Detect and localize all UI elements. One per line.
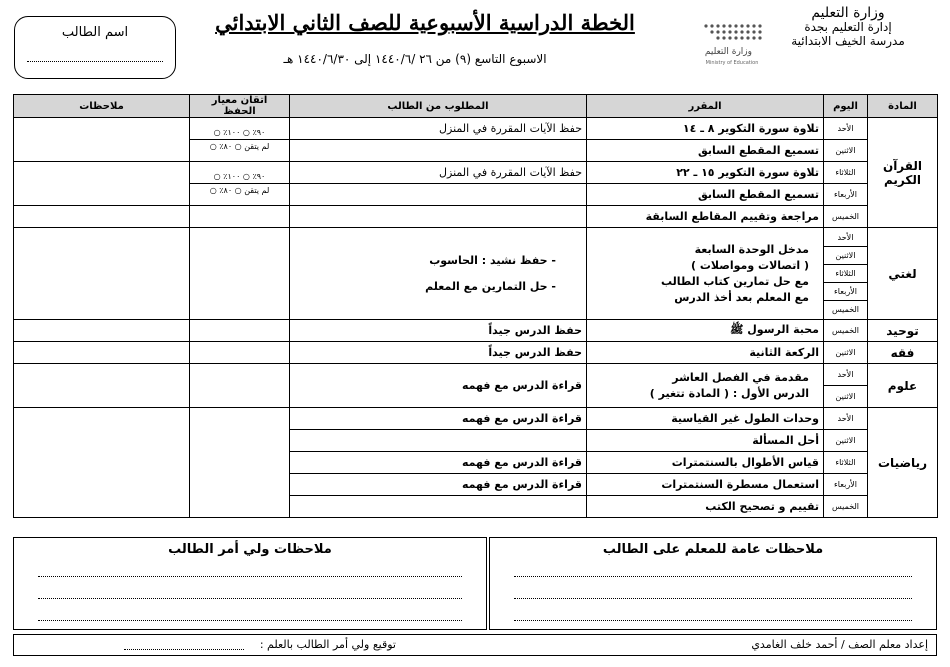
- prepared-by: إعداد معلم الصف / أحمد خلف الغامدي: [751, 638, 928, 651]
- required-cell: حفظ الدرس جيداً: [290, 320, 587, 342]
- table-row: [14, 408, 938, 430]
- notes-cell[interactable]: [14, 162, 190, 206]
- table-row: [14, 320, 938, 342]
- day-cell: الثلاثاء: [824, 162, 868, 184]
- subject-lughati: لغتي: [868, 228, 938, 320]
- course-line: مقدمة في الفصل العاشر: [672, 370, 809, 384]
- parent-signature-line[interactable]: [124, 649, 244, 650]
- student-name-label: اسم الطالب: [61, 25, 129, 40]
- course-cell: وحدات الطول غير القياسية: [587, 408, 824, 430]
- subject-tawheed: توحيد: [868, 320, 938, 342]
- required-cell: قراءة الدرس مع فهمه: [290, 474, 587, 496]
- required-cell: قراءة الدرس مع فهمه: [290, 452, 587, 474]
- school-name: مدرسة الخيف الابتدائية: [791, 34, 905, 48]
- parent-notes-line[interactable]: [38, 598, 462, 599]
- required-cell: [290, 228, 587, 320]
- mastery-cell[interactable]: [190, 162, 290, 206]
- day-cell: الثلاثاء: [824, 452, 868, 474]
- day-cell: الثلاثاء: [824, 265, 867, 283]
- parent-notes-box[interactable]: [13, 537, 487, 630]
- course-cell: تلاوة سورة التكوير ١٥ ـ ٢٢: [587, 162, 824, 184]
- parent-notes-line[interactable]: [38, 576, 462, 577]
- course-cell: [587, 228, 824, 320]
- student-name-box[interactable]: [14, 16, 176, 79]
- day-cell: الاثنين: [824, 386, 868, 408]
- teacher-notes-title: ملاحظات عامة للمعلم على الطالب: [602, 542, 824, 557]
- parent-notes-line[interactable]: [38, 620, 462, 621]
- required-cell: حفظ الآيات المقررة في المنزل: [290, 118, 587, 140]
- day-cell: الأحد: [824, 118, 868, 140]
- required-line: - حل التمارين مع المعلم: [425, 279, 556, 293]
- required-cell: [290, 496, 587, 518]
- course-cell: تسميع المقطع السابق: [587, 140, 824, 162]
- course-cell: تلاوة سورة التكوير ٨ ـ ١٤: [587, 118, 824, 140]
- required-cell: [290, 430, 587, 452]
- teacher-notes-line[interactable]: [514, 620, 912, 621]
- course-cell: تسميع المقطع السابق: [587, 184, 824, 206]
- required-cell: [290, 184, 587, 206]
- course-line: مع المعلم بعد أخذ الدرس: [674, 290, 809, 304]
- required-cell: قراءة الدرس مع فهمه: [290, 408, 587, 430]
- teacher-notes-line[interactable]: [514, 598, 912, 599]
- day-stack: [824, 228, 868, 320]
- ministry-logo: [672, 18, 782, 70]
- day-cell: الاثنين: [824, 140, 868, 162]
- day-cell: الأحد: [824, 229, 867, 247]
- course-cell: قياس الأطوال بالسنتمترات: [587, 452, 824, 474]
- student-name-line[interactable]: [27, 61, 163, 62]
- week-line: الاسبوع التاسع (٩) من ٢٦ /١٤٤٠/٦ إلى ١٤٤٠/٦/٣٠ هـ: [283, 52, 547, 66]
- col-subject: المادة: [868, 95, 938, 118]
- mastery-options-2: لم يتقن ○ ٨٠٪ ○: [190, 139, 289, 151]
- day-cell: الاثنين: [824, 430, 868, 452]
- course-cell: الركعة الثانية: [587, 342, 824, 364]
- mastery-cell[interactable]: [190, 364, 290, 408]
- course-cell: مراجعة وتقييم المقاطع السابقة: [587, 206, 824, 228]
- table-row: [14, 206, 938, 228]
- course-cell: تقييم و تصحيح الكتب: [587, 496, 824, 518]
- teacher-notes-box[interactable]: [489, 537, 937, 630]
- ministry-name: وزارة التعليم: [811, 5, 885, 21]
- table-row: [14, 118, 938, 140]
- day-cell: الأربعاء: [824, 283, 867, 301]
- day-cell: الخميس: [831, 304, 860, 314]
- col-required: المطلوب من الطالب: [290, 95, 587, 118]
- day-cell: الأحد: [824, 408, 868, 430]
- col-course: المقرر: [587, 95, 824, 118]
- mastery-cell[interactable]: [190, 206, 290, 228]
- mastery-cell[interactable]: [190, 118, 290, 162]
- table-row: [14, 364, 938, 386]
- mastery-cell[interactable]: [190, 228, 290, 320]
- mastery-cell[interactable]: [190, 408, 290, 518]
- day-cell: الخميس: [824, 206, 868, 228]
- logo-text: وزارة التعليم: [704, 47, 752, 57]
- required-cell: [290, 140, 587, 162]
- course-line: ( اتصالات ومواصلات ): [690, 258, 809, 272]
- course-line: مع حل تمارين كتاب الطالب: [661, 274, 809, 288]
- col-mastery: اتقان معيار الحفظ: [190, 95, 290, 118]
- subject-uloom: علوم: [868, 364, 938, 408]
- course-cell: [587, 364, 824, 408]
- weekly-plan-table: [13, 94, 938, 518]
- ministry-block: [768, 6, 928, 48]
- day-cell: الاثنين: [824, 247, 867, 265]
- required-cell: حفظ الآيات المقررة في المنزل: [290, 162, 587, 184]
- logo-text-en: Ministry of Education: [705, 60, 759, 66]
- table-row: [14, 228, 938, 320]
- page-title: الخطة الدراسية الأسبوعية للصف الثاني الابتدائي: [215, 10, 635, 35]
- subject-fiqh: فقه: [868, 342, 938, 364]
- required-line: - حفظ نشيد : الحاسوب: [429, 253, 556, 267]
- course-cell: استعمال مسطرة السنتمترات: [587, 474, 824, 496]
- subject-math: رياضيات: [868, 408, 938, 518]
- mastery-options-1: ٩٠٪ ○ ١٠٠٪ ○: [213, 172, 266, 181]
- notes-cell[interactable]: [14, 320, 190, 342]
- course-line: مدخل الوحدة السابعة: [694, 242, 809, 256]
- required-cell: قراءة الدرس مع فهمه: [290, 364, 587, 408]
- day-cell: الاثنين: [824, 342, 868, 364]
- table-header-row: [14, 95, 938, 118]
- course-cell: محبة الرسول ﷺ: [587, 320, 824, 342]
- day-cell: الأربعاء: [824, 474, 868, 496]
- mastery-options-1: ٩٠٪ ○ ١٠٠٪ ○: [213, 128, 266, 137]
- education-directorate: إدارة التعليم بجدة: [804, 20, 892, 34]
- col-day: اليوم: [824, 95, 868, 118]
- mastery-cell[interactable]: [190, 320, 290, 342]
- teacher-notes-line[interactable]: [514, 576, 912, 577]
- parent-notes-title: ملاحظات ولي أمر الطالب: [168, 542, 332, 557]
- required-cell: [290, 206, 587, 228]
- notes-cell[interactable]: [14, 342, 190, 364]
- col-notes: ملاحظات: [14, 95, 190, 118]
- course-line: الدرس الأول : ( المادة تتغير ): [649, 386, 809, 400]
- notes-cell[interactable]: [14, 118, 190, 162]
- mastery-options-2: لم يتقن ○ ٨٠٪ ○: [190, 183, 289, 195]
- course-cell: أحل المسألة: [587, 430, 824, 452]
- day-cell: الخميس: [824, 496, 868, 518]
- notes-cell[interactable]: [14, 408, 190, 518]
- footer-bar: [13, 634, 937, 656]
- notes-cell[interactable]: [14, 228, 190, 320]
- subject-quran: القرآن الكريم: [868, 118, 938, 228]
- required-cell: حفظ الدرس جيداً: [290, 342, 587, 364]
- parent-signature-label: توقيع ولي أمر الطالب بالعلم :: [259, 638, 396, 651]
- notes-cell[interactable]: [14, 364, 190, 408]
- table-row: [14, 162, 938, 184]
- day-cell: الخميس: [824, 320, 868, 342]
- day-cell: الأحد: [824, 364, 868, 386]
- table-row: [14, 342, 938, 364]
- notes-cell[interactable]: [14, 206, 190, 228]
- mastery-cell[interactable]: [190, 342, 290, 364]
- day-cell: الأربعاء: [824, 184, 868, 206]
